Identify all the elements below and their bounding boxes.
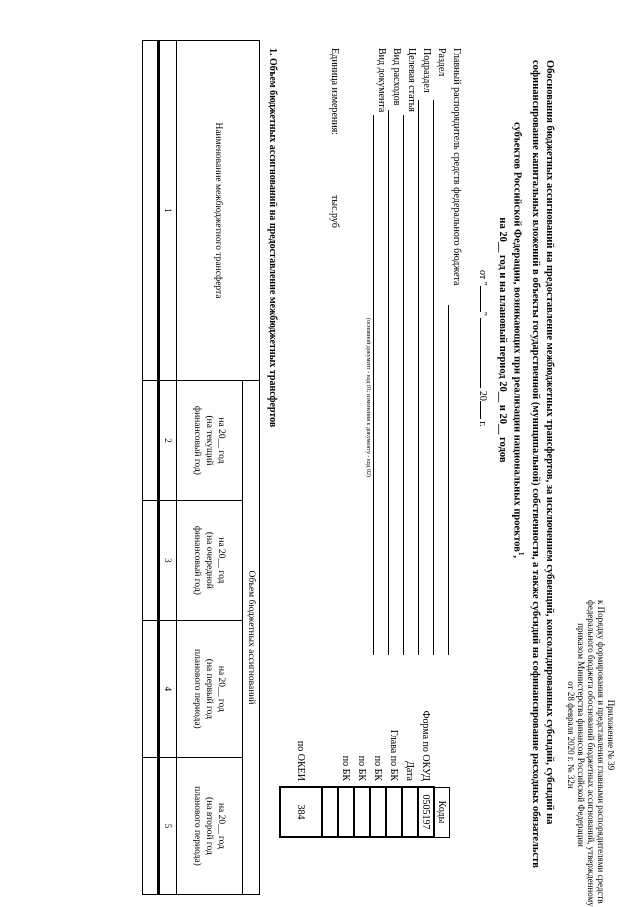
code-key: Форма по ОКУД (420, 710, 432, 781)
col-number: 1 (159, 41, 177, 381)
code-value: 0505197 (418, 787, 434, 837)
annex-line: от 28 февраля 2020 г. № 32н (566, 681, 576, 789)
table-cell[interactable] (143, 620, 159, 757)
transfers-table (142, 40, 260, 895)
field-section-line (433, 100, 434, 655)
field-section: Раздел (436, 48, 447, 77)
date-line: от "" 20 г. (477, 270, 488, 427)
col-number: 5 (159, 757, 177, 894)
table-cell[interactable] (143, 500, 159, 620)
table-cell[interactable] (143, 41, 159, 381)
col-plan-year-1: на 20__ год (на первый год планового периода) (177, 620, 243, 757)
unit-label: Единица измерения: (329, 48, 340, 135)
code-key: Глава по БК (388, 729, 400, 781)
code-key: по ОКЕИ (295, 740, 307, 781)
footnote-mark: 1 (517, 551, 525, 556)
field-target-article-line (403, 115, 404, 655)
annex-header (566, 600, 616, 907)
title-line: субъектов Российской Федерации, возникающих при реализации национальных проектов$^1$, (511, 121, 525, 559)
group-header: Объем бюджетных ассигнований (243, 381, 260, 895)
code-value (386, 787, 402, 837)
code-key: по БК (356, 755, 368, 781)
code-value (354, 787, 370, 837)
code-key: по БК (372, 755, 384, 781)
code-key (322, 693, 338, 787)
field-expense-type-line (388, 110, 389, 655)
title-line: софинансирование капитальных вложений в объекты государственной (муниципальной) собственности, а также субсидий на софинансирование расходных обязательств (530, 60, 541, 868)
annex-line: приказом Министерства финансов Российской Федерации (576, 623, 586, 847)
code-value (402, 787, 418, 837)
field-subsection-line (418, 100, 419, 655)
code-value (322, 787, 338, 837)
field-doc-type-line (373, 115, 374, 655)
unit-value: тыс.руб (329, 195, 340, 228)
field-expense-type: Вид расходов (391, 48, 402, 106)
code-key: по БК (340, 755, 352, 781)
field-chief-manager: Главный распорядитель средств федерального бюджета (451, 48, 462, 286)
col-number: 2 (159, 381, 177, 501)
col-current-year: на 20__ год (на текущий финансовый год) (177, 381, 243, 501)
document-title (496, 60, 557, 868)
field-chief-manager-line (448, 305, 449, 655)
code-key: Дата (404, 761, 416, 781)
code-value: 384 (280, 787, 322, 837)
col-next-year: на 20__ год (на очередной финансовый год) (177, 500, 243, 620)
doc-type-hint: (основной документ - код 01; изменения к документу - код 02) (365, 318, 371, 477)
col-plan-year-2: на 20__ год (на второй год планового периода) (177, 757, 243, 894)
codes-table (279, 693, 450, 838)
annex-line: Приложение № 39 (606, 699, 616, 771)
field-subsection: Подраздел (421, 48, 432, 93)
col-number: 4 (159, 620, 177, 757)
table-cell[interactable] (143, 757, 159, 894)
code-value (370, 787, 386, 837)
title-line: Обоснования бюджетных ассигнований на предоставление межбюджетных трансфертов, за исключением субвенций, консолидированных субсидий, субсидий на (544, 60, 555, 825)
annex-line: к Порядку формирования и представления главными распорядителями средств (596, 600, 606, 904)
title-line: на 20__ год и на плановый период 20__ и 20__ годов (497, 217, 509, 463)
section1-title: 1. Объем бюджетных ассигнований на предоставление межбюджетных трансфертов (267, 48, 278, 428)
col-number: 3 (159, 500, 177, 620)
codes-header: Коды (434, 787, 450, 837)
col-name-header: Наименование межбюджетного трансферта (177, 41, 260, 381)
field-target-article: Целевая статья (406, 48, 417, 112)
field-doc-type: Вид документа (376, 48, 387, 113)
code-value (338, 787, 354, 837)
annex-line: федерального бюджета обоснований бюджетных ассигнований, утвержденному (586, 600, 596, 907)
table-cell[interactable] (143, 381, 159, 501)
